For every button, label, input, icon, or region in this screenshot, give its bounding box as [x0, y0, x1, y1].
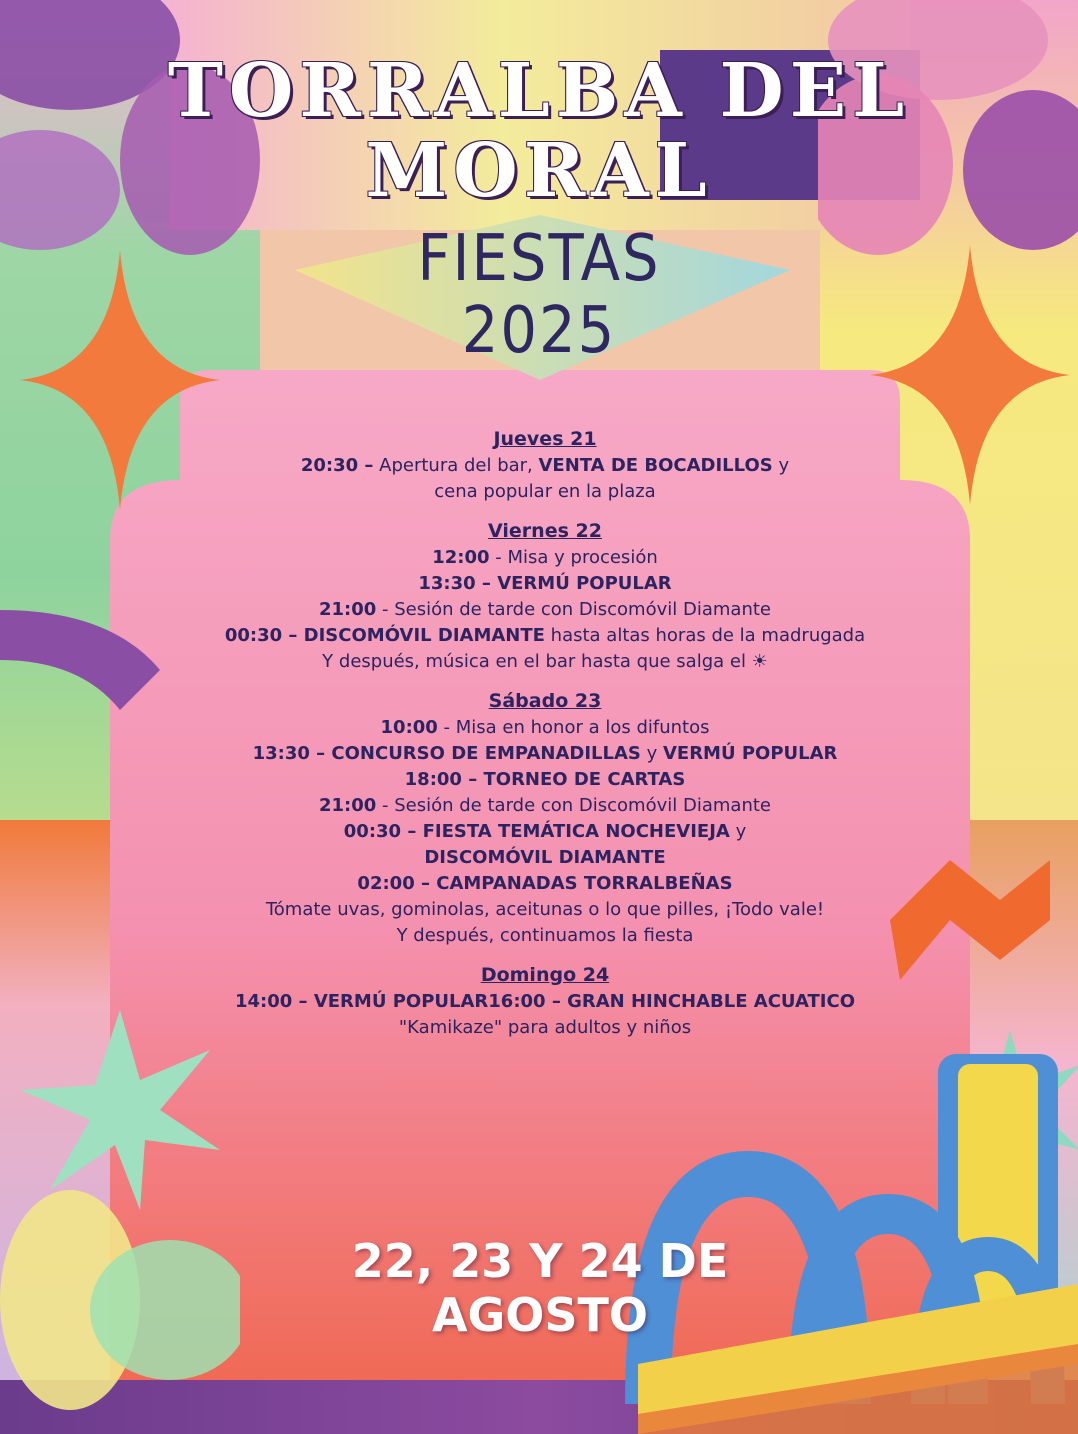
schedule-time: 00:30 –: [343, 821, 417, 842]
schedule-bold: VERMÚ POPULAR: [490, 573, 672, 594]
schedule-text: cena popular en la plaza: [434, 481, 656, 502]
schedule-line: [120, 741, 970, 767]
schedule-line: [120, 1015, 970, 1041]
schedule-time: 21:00: [319, 795, 377, 816]
schedule-line: [120, 845, 970, 871]
schedule-bold: FIESTA TEMÁTICA NOCHEVIEJA: [416, 821, 730, 842]
day-heading: Sábado 23: [488, 690, 602, 712]
dates-line-2: AGOSTO: [431, 1288, 649, 1342]
day-heading: Jueves 21: [493, 428, 597, 450]
schedule-line: [120, 545, 970, 571]
schedule-bold2: 16:00 – GRAN HINCHABLE ACUATICO: [488, 991, 855, 1012]
title-line-2: MORAL: [365, 128, 713, 214]
schedule-line: [120, 597, 970, 623]
schedule-line: [120, 793, 970, 819]
schedule-time: 13:30 –: [418, 573, 491, 594]
schedule-time: 18:00 –: [404, 769, 478, 790]
schedule-time: 10:00: [380, 717, 438, 738]
schedule-time: 20:30 –: [300, 455, 374, 476]
schedule-text: Apertura del bar,: [373, 455, 539, 476]
schedule-bold: CONCURSO DE EMPANADILLAS: [325, 743, 641, 764]
schedule-text: Y después, música en el bar hasta que salga el ☀: [322, 651, 768, 672]
schedule-bold: TORNEO DE CARTAS: [477, 769, 686, 790]
schedule-bold: DISCOMÓVIL DIAMANTE: [297, 625, 545, 646]
schedule-line: [120, 923, 970, 949]
event-dates: [300, 1234, 780, 1342]
schedule-text: - Sesión de tarde con Discomóvil Diamante: [376, 599, 771, 620]
schedule-line: [120, 767, 970, 793]
schedule-text: "Kamikaze" para adultos y niños: [398, 1017, 692, 1038]
title-line-1: TORRALBA DEL: [167, 48, 911, 134]
schedule-line: [120, 623, 970, 649]
schedule-time: 14:00 –: [234, 991, 308, 1012]
schedule-time: 12:00: [432, 547, 490, 568]
schedule-line: [120, 819, 970, 845]
schedule-bold2: VERMÚ POPULAR: [662, 743, 838, 764]
schedule-bold: VERMÚ POPULAR: [307, 991, 489, 1012]
schedule-tail: y: [772, 455, 790, 476]
dates-line-1: 22, 23 Y 24 DE: [351, 1234, 729, 1288]
day-heading: Domingo 24: [480, 964, 610, 986]
schedule-line: [120, 897, 970, 923]
schedule-line: [120, 571, 970, 597]
schedule-text: hasta altas horas de la madrugada: [544, 625, 866, 646]
schedule-line: [120, 715, 970, 741]
schedule-text: y: [729, 821, 747, 842]
schedule-text: - Sesión de tarde con Discomóvil Diamante: [376, 795, 771, 816]
schedule-time: 02:00 –: [357, 873, 430, 894]
schedule-line: [120, 989, 970, 1015]
schedule-text: - Misa y procesión: [489, 547, 658, 568]
schedule-line: [120, 453, 970, 479]
schedule-bold2: VENTA DE BOCADILLOS: [538, 455, 773, 476]
schedule-text: Tómate uvas, gominolas, aceitunas o lo que pilles, ¡Todo vale!: [265, 899, 825, 920]
schedule-bold: DISCOMÓVIL DIAMANTE: [424, 847, 666, 868]
subtitle-year: 2025: [461, 294, 617, 368]
schedule-text: Y después, continuamos la fiesta: [396, 925, 694, 946]
schedule-line: [120, 649, 970, 675]
schedule-line: [120, 479, 970, 505]
schedule-time: 00:30 –: [224, 625, 298, 646]
flower-bottom-left-icon: [0, 1170, 240, 1430]
subtitle-fiestas: FIESTAS: [417, 222, 661, 296]
schedule: [120, 425, 970, 1041]
schedule-line: [120, 871, 970, 897]
schedule-bold: CAMPANADAS TORRALBEÑAS: [429, 873, 733, 894]
day-heading: Viernes 22: [488, 520, 602, 542]
schedule-text: - Misa en honor a los difuntos: [437, 717, 710, 738]
schedule-text: y: [640, 743, 663, 764]
schedule-time: 13:30 –: [252, 743, 326, 764]
schedule-time: 21:00: [319, 599, 377, 620]
